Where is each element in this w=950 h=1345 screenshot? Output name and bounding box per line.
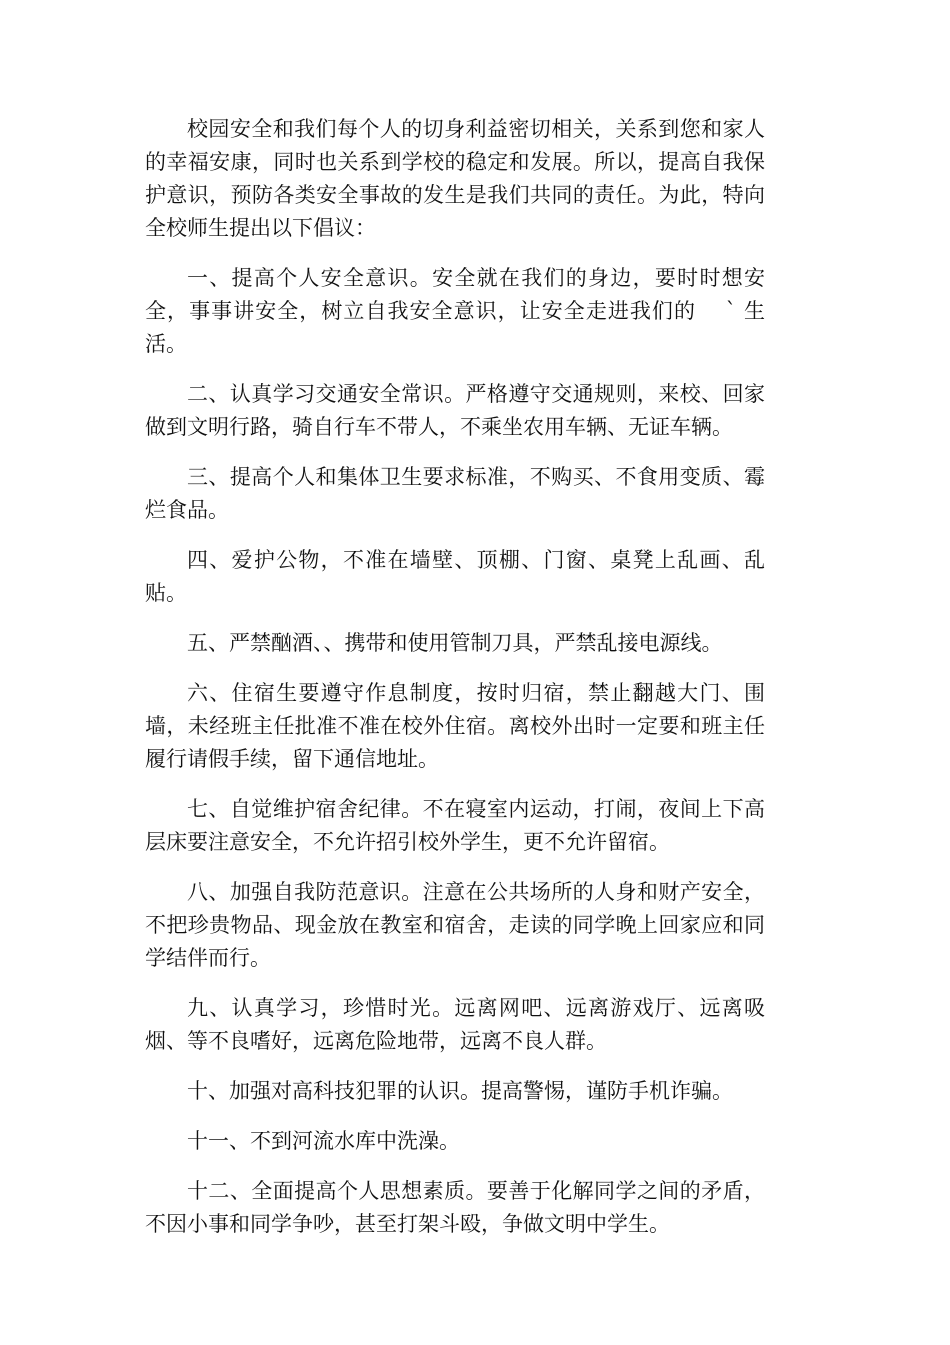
proposal-item-1: 一、提高个人安全意识。安全就在我们的身边，要时时想安全，事事讲安全，树立自我安全意识，让安全走进我们的 ` 生活。: [145, 266, 765, 356]
intro-paragraph: 校园安全和我们每个人的切身利益密切相关，关系到您和家人的幸福安康，同时也关系到学校的稳定和发展。所以，提高自我保护意识，预防各类安全事故的发生是我们共同的责任。为此，特向全校师生提出以下倡议：: [145, 117, 765, 240]
proposal-item-9: 九、认真学习，珍惜时光。远离网吧、远离游戏厅、远离吸烟、等不良嗜好，远离危险地带，远离不良人群。: [145, 996, 765, 1053]
proposal-item-5: 五、严禁酗酒、、携带和使用管制刀具，严禁乱接电源线。: [187, 631, 723, 655]
proposal-item-11: 十一、不到河流水库中洗澡。: [187, 1129, 460, 1153]
proposal-item-2: 二、认真学习交通安全常识。严格遵守交通规则，来校、回家做到文明行路，骑自行车不带人，不乘坐农用车辆、无证车辆。: [145, 382, 765, 439]
document-body: [145, 113, 765, 1258]
proposal-item-3: 三、提高个人和集体卫生要求标准，不购买、不食用变质、霉烂食品。: [145, 465, 765, 522]
proposal-item-6: 六、住宿生要遵守作息制度，按时归宿，禁止翻越大门、围墙，未经班主任批准不准在校外住宿。离校外出时一定要和班主任履行请假手续，留下通信地址。: [145, 681, 765, 771]
proposal-item-7: 七、自觉维护宿舍纪律。不在寝室内运动，打闹，夜间上下高层床要注意安全，不允许招引校外学生，更不允许留宿。: [145, 797, 765, 854]
proposal-item-8: 八、加强自我防范意识。注意在公共场所的人身和财产安全，不把珍贵物品、现金放在教室和宿舍，走读的同学晚上回家应和同学结伴而行。: [145, 880, 765, 970]
proposal-item-10: 十、加强对高科技犯罪的认识。提高警惕，谨防手机诈骗。: [187, 1079, 733, 1103]
proposal-item-4: 四、爱护公物，不准在墙壁、顶棚、门窗、桌凳上乱画、乱贴。: [145, 548, 765, 605]
proposal-item-12: 十二、全面提高个人思想素质。要善于化解同学之间的矛盾，不因小事和同学争吵，甚至打架斗殴，争做文明中学生。: [145, 1179, 765, 1236]
